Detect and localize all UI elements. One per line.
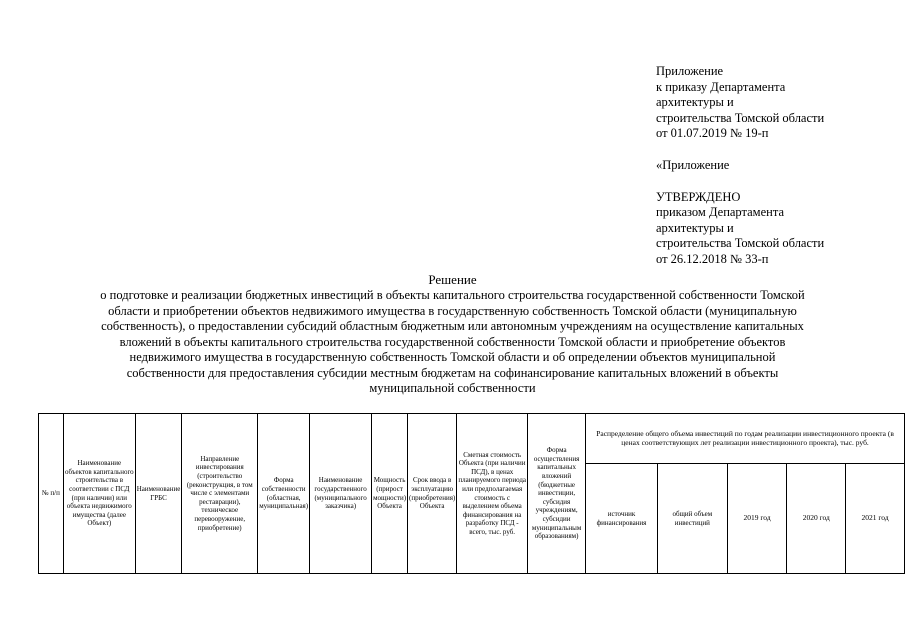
approval-line: от 01.07.2019 № 19-п (656, 126, 769, 141)
header-grbs: Наименование ГРБС (135, 414, 182, 574)
approved-line: строительства Томской области (656, 236, 825, 251)
decision-text (40, 288, 865, 397)
header-direction: Направление инвестирования (строительство (реконструкция, в том числе с элементами реставрации), техническое перевооружение, приобретение) (182, 414, 258, 574)
decision-line: муниципальной собственности (369, 381, 536, 395)
decision-line: вложений в объекты капитального строительства государственной собственности Томской области и приобретение объектов (119, 334, 786, 349)
header-year-2021: 2021 год (846, 464, 905, 574)
decision-title: Решение (428, 272, 477, 287)
decision-line: недвижимого имущества в государственную собственность Томской области и об определении объектов муниципальной (129, 350, 776, 364)
approval-line: к приказу Департамента (656, 79, 786, 94)
header-estimate: Сметная стоимость Объекта (при наличии ПСД), в ценах планируемого периода или предполагаемая стоимость с выделением объема финансирования на разработку ПСД - всего, тыс. руб. (457, 414, 528, 574)
approved-line: УТВЕРЖДЕНО (656, 189, 741, 204)
decision-line: о подготовке и реализации бюджетных инвестиций в объекты капитального строительства государственной собственности Томской (100, 288, 805, 302)
decision-line: области и приобретении объектов недвижимого имущества в государственную собственность Томской области (муниципальную (108, 303, 797, 318)
approved-line: архитектуры и (656, 220, 734, 235)
approved-line: от 26.12.2018 № 33-п (656, 251, 769, 266)
approved-line: приказом Департамента (656, 205, 784, 220)
approval-block (656, 64, 824, 268)
header-object-name: Наименование объектов капитального строительства в соответствии с ПСД (при наличии) или объекта недвижимого имущества (далее Объект) (63, 414, 135, 574)
header-customer: Наименование государственного (муниципального заказчика) (310, 414, 372, 574)
header-term: Срок ввода в эксплуатацию (приобретения) Объекта (408, 414, 457, 574)
investment-table (38, 413, 905, 574)
header-source: источник финансирования (586, 464, 658, 574)
header-distribution: Распределение общего объема инвестиций по годам реализации инвестиционного проекта (в ценах соответствующих лет реализации инвестиционного проекта), тыс. руб. (586, 414, 905, 464)
header-form-invest: Форма осуществления капитальных вложений (бюджетные инвестиции, субсидия учреждениям, субсидии муниципальным образованиям) (528, 414, 586, 574)
header-capacity: Мощность (прирост мощности) Объекта (372, 414, 408, 574)
approval-line: архитектуры и (656, 95, 734, 110)
approval-line: Приложение (656, 64, 724, 78)
decision-line: собственность), о предоставлении субсидий областным бюджетным или автономным учреждениям на осуществление капитальных (101, 319, 804, 333)
approval-line: строительства Томской области (656, 110, 825, 125)
decision-line: собственности для предоставления субсидии местным бюджетам на софинансирование капитальных вложений в объекты (126, 365, 779, 380)
quote-title: «Приложение (656, 157, 730, 172)
header-num: № п/п (39, 414, 64, 574)
header-year-2020: 2020 год (787, 464, 846, 574)
header-year-2019: 2019 год (727, 464, 787, 574)
header-ownership: Форма собственности (областная, муниципальная) (258, 414, 310, 574)
header-total: общий объем инвестиций (657, 464, 727, 574)
